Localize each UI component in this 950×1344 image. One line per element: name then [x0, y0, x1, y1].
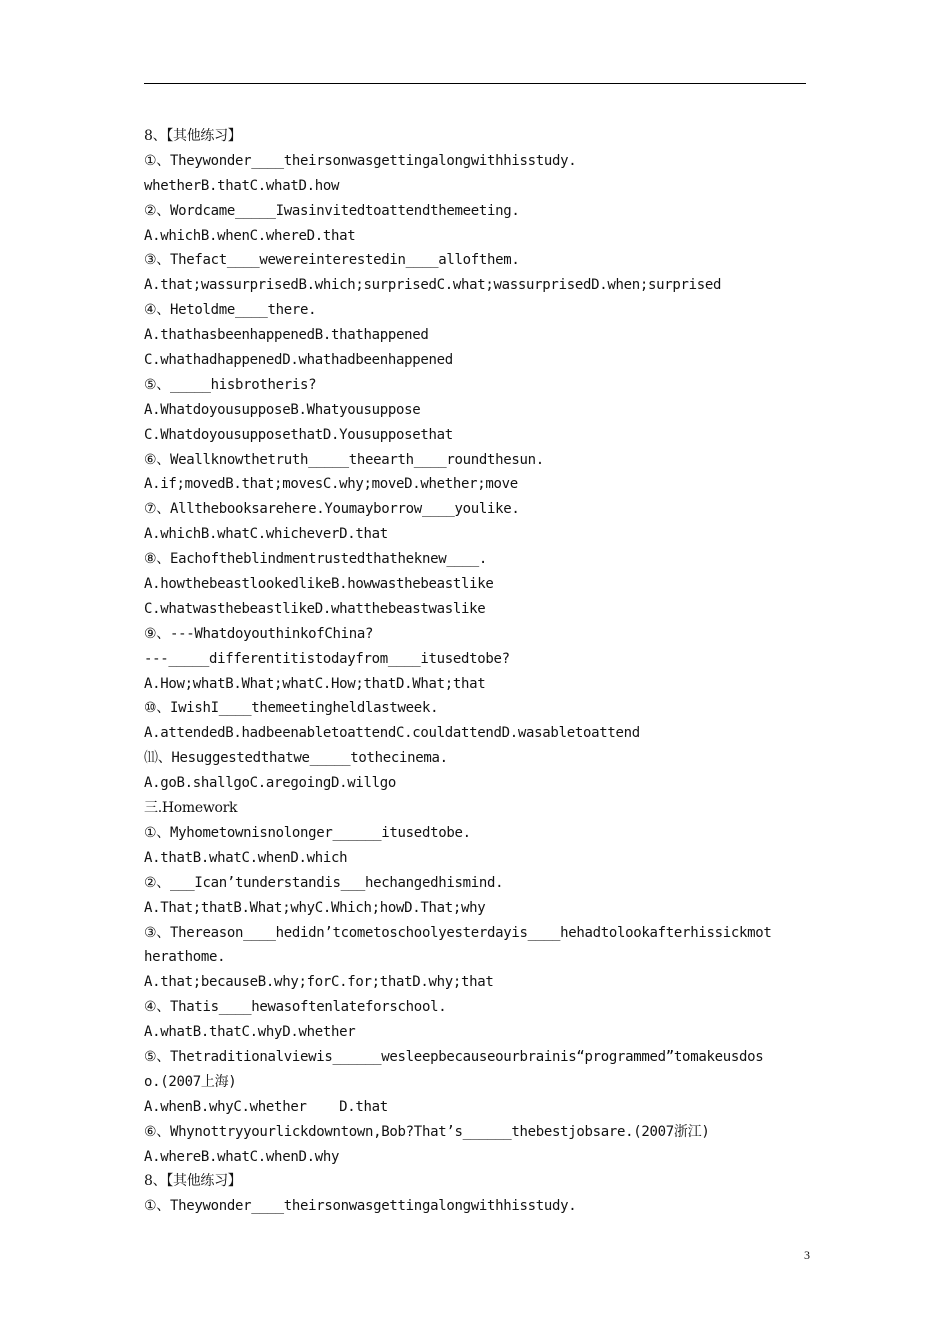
- question-line: ⑧、Eachoftheblindmentrustedthatheknew____.: [144, 551, 487, 568]
- question-line: ①、Theywonder____theirsonwasgettingalongwithhisstudy.: [144, 1198, 577, 1215]
- page-number: 3: [804, 1248, 810, 1262]
- options-line: C.whathadhappenedD.whathadbeenhappened: [144, 352, 453, 369]
- options-line: A.That;thatB.What;whyC.Which;howD.That;why: [144, 899, 486, 916]
- question-line-continued: herathome.: [144, 949, 226, 966]
- options-line: A.thathasbeenhappenedB.thathappened: [144, 327, 429, 344]
- question-line: ⑾、Hesuggestedthatwe_____tothecinema.: [144, 750, 448, 767]
- options-line: A.goB.shallgoC.aregoingD.willgo: [144, 775, 396, 792]
- question-line: ⑩、IwishI____themeetingheldlastweek.: [144, 700, 439, 717]
- options-line: A.whichB.whatC.whicheverD.that: [144, 526, 388, 543]
- header-rule: [144, 83, 806, 84]
- options-line: A.whatB.thatC.whyD.whether: [144, 1024, 356, 1041]
- question-line-continued: o.(2007上海): [144, 1073, 237, 1090]
- question-line: ---_____differentitistodayfrom____itusedtobe?: [144, 650, 510, 667]
- section-heading: 8、【其他练习】: [144, 1173, 242, 1190]
- question-line: ②、___Ican’tunderstandis___hechangedhismind.: [144, 874, 504, 891]
- options-line: A.How;whatB.What;whatC.How;thatD.What;that: [144, 675, 486, 692]
- question-line: ⑥、Weallknowthetruth_____theearth____roundthesun.: [144, 451, 544, 468]
- question-line: ③、Thereason____hedidn’tcometoschoolyesterdayis____hehadtolookafterhissickmot: [144, 924, 772, 941]
- section-heading: 8、【其他练习】: [144, 128, 242, 144]
- options-line: A.whereB.whatC.whenD.why: [144, 1148, 340, 1165]
- options-line: A.howthebeastlookedlikeB.howwasthebeastlike: [144, 576, 494, 593]
- options-line: C.whatwasthebeastlikeD.whatthebeastwaslike: [144, 600, 486, 617]
- options-line: A.thatB.whatC.whenD.which: [144, 849, 348, 866]
- section-heading: 三.Homework: [144, 800, 238, 817]
- question-line: ⑤、_____hisbrotheris?: [144, 376, 317, 393]
- options-line: C.WhatdoyousupposethatD.Yousupposethat: [144, 426, 453, 443]
- question-line: ③、Thefact____wewereinterestedin____allofthem.: [144, 252, 520, 269]
- question-line: ⑨、---WhatdoyouthinkofChina?: [144, 625, 374, 642]
- question-line: ①、Theywonder____theirsonwasgettingalongwithhisstudy.: [144, 152, 577, 169]
- exercise-content: [144, 124, 814, 1219]
- question-line: ⑥、Whynottryyourlickdowntown,Bob?That’s______thebestjobsare.(2007浙江): [144, 1123, 710, 1140]
- question-line: ②、Wordcame_____Iwasinvitedtoattendthemeeting.: [144, 202, 520, 219]
- question-line: ④、Thatis____hewasoftenlateforschool.: [144, 999, 447, 1016]
- options-line: A.that;becauseB.why;forC.for;thatD.why;that: [144, 974, 494, 991]
- question-line: ④、Hetoldme____there.: [144, 302, 317, 319]
- options-line: whetherB.thatC.whatD.how: [144, 177, 340, 194]
- options-line: A.attendedB.hadbeenabletoattendC.couldattendD.wasabletoattend: [144, 725, 640, 742]
- question-line: ⑤、Thetraditionalviewis______wesleepbecauseourbrainis“programmed”tomakeusdos: [144, 1048, 764, 1065]
- question-line: ①、Myhometownisnolonger______itusedtobe.: [144, 824, 471, 841]
- options-line: A.if;movedB.that;movesC.why;moveD.whether;move: [144, 476, 518, 493]
- options-line: A.WhatdoyousupposeB.Whatyousuppose: [144, 401, 421, 418]
- options-line: A.whenB.whyC.whether D.that: [144, 1098, 388, 1115]
- options-line: A.whichB.whenC.whereD.that: [144, 227, 356, 244]
- question-line: ⑦、Allthebooksarehere.Youmayborrow____youlike.: [144, 501, 520, 518]
- options-line: A.that;wassurprisedB.which;surprisedC.what;wassurprisedD.when;surprised: [144, 277, 722, 294]
